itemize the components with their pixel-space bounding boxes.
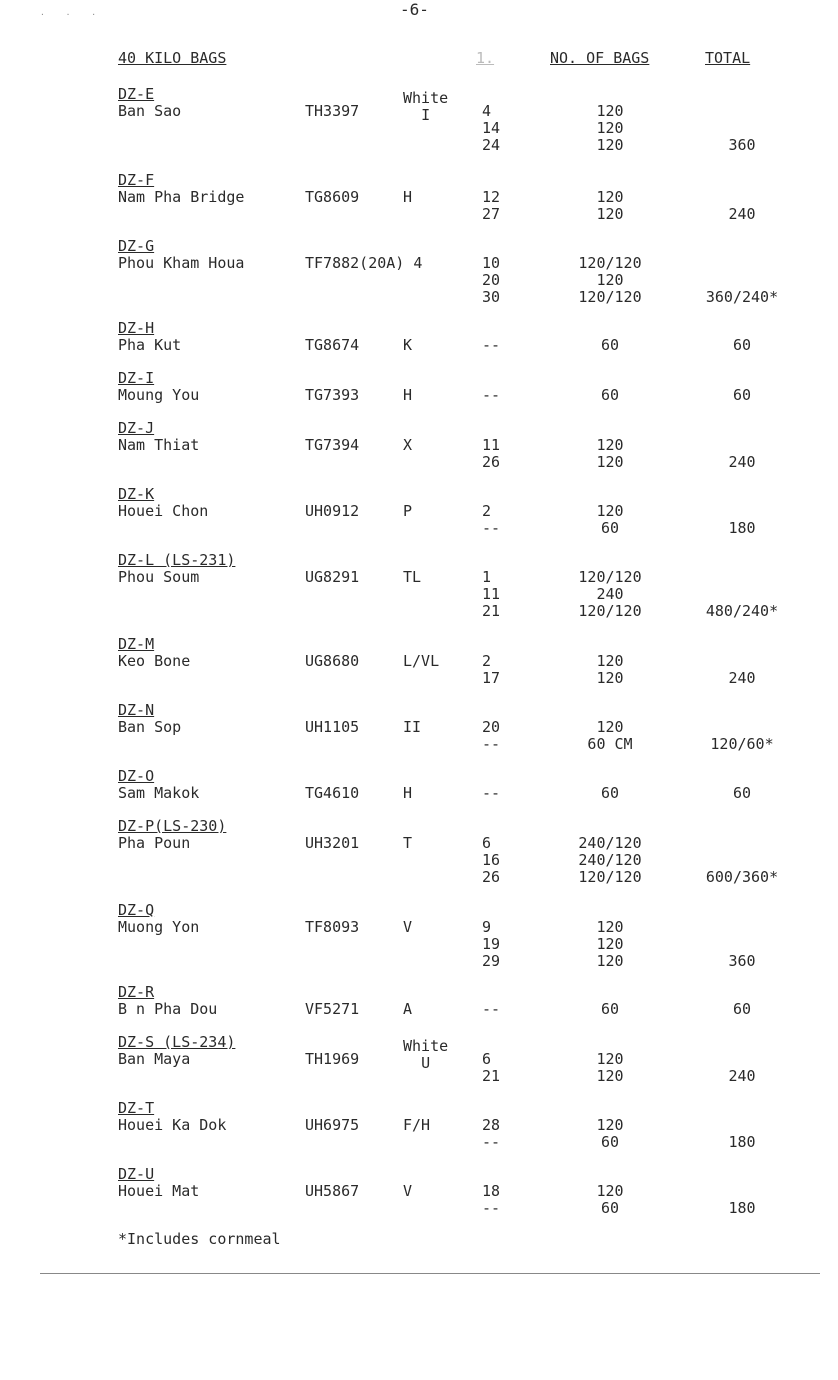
grid-coordinate: VF5271 — [305, 1000, 360, 1018]
header-no-of-bags: NO. OF BAGS — [550, 49, 650, 67]
bag-value: 120 — [596, 271, 624, 289]
drop-days — [482, 785, 500, 802]
drop-days — [482, 1051, 500, 1085]
total-value: 60 — [732, 1000, 752, 1018]
drop-zone-id: DZ-S (LS-234) — [118, 1033, 236, 1051]
bag-counts — [570, 1183, 650, 1217]
drop-days — [482, 387, 500, 404]
bag-counts — [570, 387, 650, 404]
day-value: 6 — [482, 834, 492, 852]
page-number: -6- — [400, 0, 429, 19]
day-value: 6 — [482, 1050, 492, 1068]
grid-coordinate: TF7882(20A) 4 — [305, 254, 423, 272]
day-value: 20 — [482, 718, 501, 736]
drop-zone-name: Pha Kut — [118, 336, 182, 354]
day-value: 11 — [482, 585, 501, 603]
drop-days — [482, 835, 500, 886]
bag-value: 60 — [600, 1133, 620, 1151]
bag-value: 120/120 — [578, 254, 642, 272]
drop-zone-name: Ban Sop — [118, 718, 182, 736]
day-value: 9 — [482, 918, 492, 936]
drop-zone-name: Muong Yon — [118, 918, 200, 936]
bag-value: 60 — [600, 519, 620, 537]
drop-zone-id: DZ-E — [118, 85, 155, 103]
drop-zone-name: Nam Thiat — [118, 436, 200, 454]
drop-zone-name: Ban Sao — [118, 102, 182, 120]
grid-coordinate: UG8291 — [305, 568, 360, 586]
grid-coordinate: TG8674 — [305, 336, 360, 354]
zone-code: K — [403, 336, 413, 354]
grid-coordinate: TG4610 — [305, 784, 360, 802]
bag-value: 120 — [596, 502, 624, 520]
bag-counts — [570, 1001, 650, 1018]
header-bags: 40 KILO BAGS — [118, 49, 227, 67]
zone-code: X — [403, 436, 413, 454]
day-value: 28 — [482, 1116, 501, 1134]
grid-coordinate: UH3201 — [305, 834, 360, 852]
drop-zone-name: Houei Mat — [118, 1182, 200, 1200]
day-value: 16 — [482, 851, 501, 869]
bag-value: 240/120 — [578, 834, 642, 852]
zone-code: White U — [403, 1037, 449, 1072]
bag-counts — [570, 785, 650, 802]
drop-days — [482, 919, 500, 970]
total-value: 120/60* — [710, 735, 774, 753]
zone-code: TL — [403, 568, 422, 586]
grid-coordinate: TG8609 — [305, 188, 360, 206]
total-value: 480/240* — [705, 602, 779, 620]
total-value: 360 — [728, 952, 756, 970]
total-value: 60 — [732, 386, 752, 404]
drop-zone-id: DZ-K — [118, 485, 155, 503]
day-value: 30 — [482, 288, 501, 306]
day-value: -- — [482, 336, 501, 354]
bottom-rule — [40, 1273, 820, 1274]
total-value: 360/240* — [705, 288, 779, 306]
drop-zone-name: B n Pha Dou — [118, 1000, 218, 1018]
bag-counts — [570, 503, 650, 537]
zone-code: White I — [403, 89, 449, 124]
total-value: 240 — [728, 669, 756, 687]
drop-days — [482, 1117, 500, 1151]
zone-code: P — [403, 502, 413, 520]
bag-counts — [570, 189, 650, 223]
day-value: 1 — [482, 568, 492, 586]
drop-days — [482, 103, 500, 154]
total-value: 360 — [728, 136, 756, 154]
grid-coordinate: TH3397 — [305, 102, 360, 120]
bag-value: 120 — [596, 1050, 624, 1068]
day-value: 26 — [482, 868, 501, 886]
drop-days — [482, 337, 500, 354]
day-value: 18 — [482, 1182, 501, 1200]
bag-value: 120 — [596, 436, 624, 454]
grid-coordinate: TG7394 — [305, 436, 360, 454]
bag-counts — [570, 653, 650, 687]
drop-zone-name: Keo Bone — [118, 652, 191, 670]
day-value: 26 — [482, 453, 501, 471]
drop-zone-id: DZ-P(LS-230) — [118, 817, 227, 835]
day-value: -- — [482, 1199, 501, 1217]
total-value: 60 — [732, 336, 752, 354]
drop-zone-id: DZ-O — [118, 767, 155, 785]
drop-days — [482, 437, 500, 471]
day-value: -- — [482, 735, 501, 753]
drop-days — [482, 653, 500, 687]
drop-zone-id: DZ-R — [118, 983, 155, 1001]
day-value: 17 — [482, 669, 501, 687]
zone-code: A — [403, 1000, 413, 1018]
bag-value: 60 — [600, 1199, 620, 1217]
bag-value: 120 — [596, 652, 624, 670]
zone-code: F/H — [403, 1116, 431, 1134]
zone-code: H — [403, 784, 413, 802]
footnote: *Includes cornmeal — [118, 1230, 281, 1248]
bag-value: 120 — [596, 205, 624, 223]
grid-coordinate: UH5867 — [305, 1182, 360, 1200]
bag-value: 60 — [600, 336, 620, 354]
grid-coordinate: TH1969 — [305, 1050, 360, 1068]
grid-coordinate: TG7393 — [305, 386, 360, 404]
day-value: 24 — [482, 136, 501, 154]
bag-value: 120 — [596, 918, 624, 936]
day-value: -- — [482, 784, 501, 802]
bag-value: 120 — [596, 1116, 624, 1134]
day-value: -- — [482, 519, 501, 537]
drop-zone-name: Phou Soum — [118, 568, 200, 586]
zone-code: L/VL — [403, 652, 440, 670]
bag-counts — [570, 835, 650, 886]
total-value: 240 — [728, 453, 756, 471]
bag-value: 120/120 — [578, 568, 642, 586]
bag-value: 60 — [600, 1000, 620, 1018]
drop-zone-id: DZ-G — [118, 237, 155, 255]
bag-counts — [570, 255, 650, 306]
total-value: 240 — [728, 1067, 756, 1085]
zone-code: II — [403, 718, 422, 736]
bag-counts — [570, 437, 650, 471]
bag-value: 120 — [596, 136, 624, 154]
day-value: 21 — [482, 602, 501, 620]
day-value: 29 — [482, 952, 501, 970]
drop-zone-name: Moung You — [118, 386, 200, 404]
bag-value: 120/120 — [578, 868, 642, 886]
drop-zone-name: Sam Makok — [118, 784, 200, 802]
day-value: -- — [482, 386, 501, 404]
bag-value: 240 — [596, 585, 624, 603]
bag-counts — [570, 719, 650, 753]
bag-counts — [570, 569, 650, 620]
drop-zone-name: Nam Pha Bridge — [118, 188, 245, 206]
day-value: -- — [482, 1000, 501, 1018]
day-value: 20 — [482, 271, 501, 289]
drop-zone-id: DZ-J — [118, 419, 155, 437]
grid-coordinate: UH1105 — [305, 718, 360, 736]
header-day: 1. — [476, 49, 495, 67]
drop-zone-id: DZ-M — [118, 635, 155, 653]
bag-counts — [570, 337, 650, 354]
bag-value: 120 — [596, 718, 624, 736]
drop-zone-name: Ban Maya — [118, 1050, 191, 1068]
bag-value: 60 CM — [587, 735, 633, 753]
day-value: 21 — [482, 1067, 501, 1085]
bag-value: 120 — [596, 669, 624, 687]
day-value: 27 — [482, 205, 501, 223]
scan-specks: . . . — [40, 8, 105, 17]
drop-zone-name: Houei Chon — [118, 502, 209, 520]
bag-value: 120 — [596, 453, 624, 471]
grid-coordinate: UH6975 — [305, 1116, 360, 1134]
bag-counts — [570, 1117, 650, 1151]
zone-code: V — [403, 918, 413, 936]
day-value: 4 — [482, 102, 492, 120]
drop-days — [482, 189, 500, 223]
drop-days — [482, 1001, 500, 1018]
day-value: 12 — [482, 188, 501, 206]
header-total: TOTAL — [705, 49, 751, 67]
grid-coordinate: TF8093 — [305, 918, 360, 936]
drop-zone-id: DZ-F — [118, 171, 155, 189]
bag-value: 240/120 — [578, 851, 642, 869]
drop-zone-id: DZ-H — [118, 319, 155, 337]
bag-value: 60 — [600, 784, 620, 802]
drop-zone-name: Pha Poun — [118, 834, 191, 852]
total-value: 180 — [728, 519, 756, 537]
bag-counts — [570, 919, 650, 970]
drop-days — [482, 1183, 500, 1217]
drop-days — [482, 503, 500, 537]
bag-value: 120 — [596, 935, 624, 953]
drop-zone-id: DZ-L (LS-231) — [118, 551, 236, 569]
total-value: 180 — [728, 1199, 756, 1217]
bag-value: 120 — [596, 102, 624, 120]
drop-zone-name: Phou Kham Houa — [118, 254, 245, 272]
drop-days — [482, 255, 500, 306]
day-value: 19 — [482, 935, 501, 953]
bag-value: 120 — [596, 1182, 624, 1200]
drop-zone-id: DZ-I — [118, 369, 155, 387]
zone-code: H — [403, 188, 413, 206]
bag-value: 120 — [596, 1067, 624, 1085]
bag-value: 120/120 — [578, 288, 642, 306]
drop-zone-id: DZ-Q — [118, 901, 155, 919]
bag-counts — [570, 103, 650, 154]
day-value: 2 — [482, 652, 492, 670]
drop-zone-id: DZ-U — [118, 1165, 155, 1183]
day-value: 10 — [482, 254, 501, 272]
zone-code: T — [403, 834, 413, 852]
day-value: -- — [482, 1133, 501, 1151]
drop-zone-id: DZ-N — [118, 701, 155, 719]
day-value: 11 — [482, 436, 501, 454]
drop-days — [482, 569, 500, 620]
total-value: 600/360* — [705, 868, 779, 886]
zone-code: H — [403, 386, 413, 404]
bag-value: 120/120 — [578, 602, 642, 620]
total-value: 60 — [732, 784, 752, 802]
bag-value: 120 — [596, 188, 624, 206]
total-value: 240 — [728, 205, 756, 223]
bag-counts — [570, 1051, 650, 1085]
bag-value: 120 — [596, 952, 624, 970]
drop-days — [482, 719, 500, 753]
zone-code: V — [403, 1182, 413, 1200]
total-value: 180 — [728, 1133, 756, 1151]
bag-value: 120 — [596, 119, 624, 137]
grid-coordinate: UH0912 — [305, 502, 360, 520]
bag-value: 60 — [600, 386, 620, 404]
drop-zone-name: Houei Ka Dok — [118, 1116, 227, 1134]
day-value: 2 — [482, 502, 492, 520]
day-value: 14 — [482, 119, 501, 137]
grid-coordinate: UG8680 — [305, 652, 360, 670]
drop-zone-id: DZ-T — [118, 1099, 155, 1117]
